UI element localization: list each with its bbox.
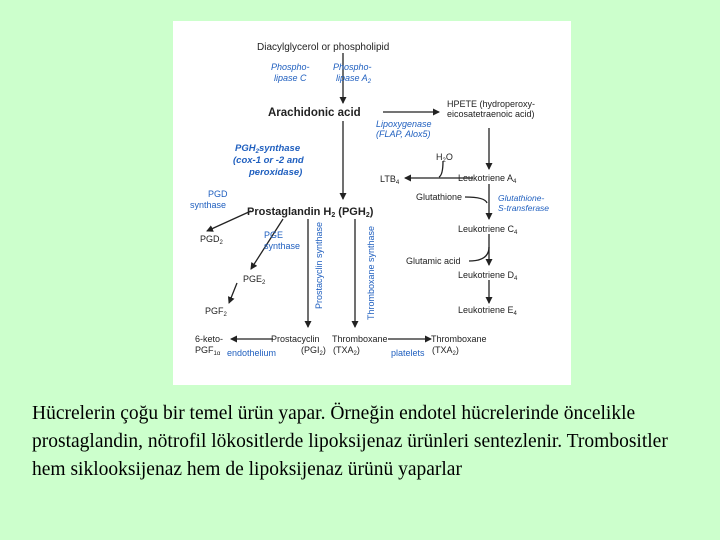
glutamic-acid-label: Glutamic acid xyxy=(406,256,461,266)
glutathione-transferase-label: Glutathione- S-transferase xyxy=(498,193,550,213)
pge-synthase-label: PGE synthase xyxy=(264,230,301,251)
arachidonic-acid-label: Arachidonic acid xyxy=(268,107,361,119)
pgf2-label: $PGF_2$ xyxy=(205,306,227,318)
thromboxane-a2-label: Thromboxane $(TXA_2)$ xyxy=(332,334,388,357)
prostaglandin-h2-label: Prostaglandin H2 (PGH2) xyxy=(247,206,374,219)
thromboxane-b2-label: Thromboxane $(TXA_2)$ xyxy=(431,334,487,357)
h2o-label: $H_2O$ xyxy=(436,152,453,164)
leukotriene-c4-label: Leukotriene $C_4$ xyxy=(458,224,518,236)
eicosanoid-pathway-diagram xyxy=(173,21,571,385)
arrow-pgh2-to-pgd2 xyxy=(207,211,251,231)
pgd2-label: $PGD_2$ xyxy=(200,234,223,246)
pgd-synthase-label: PGD synthase xyxy=(190,189,228,210)
arrow-glutathione-in xyxy=(465,197,487,203)
leukotriene-a4-label: Leukotriene $A_4$ xyxy=(458,173,517,185)
arrow-pge2-to-pgf2 xyxy=(229,283,237,303)
prostacyclin-synthase-label: Prostacyclin synthase xyxy=(314,221,324,309)
ltb4-label: $LTB_4$ xyxy=(380,174,400,186)
phospholipase-a2-label: Phospho- lipase $A_2$ xyxy=(333,62,372,85)
keto-pgf1a-label: 6-keto- $PGF_{1\alpha}$ xyxy=(195,334,224,357)
caption-text: Hücrelerin çoğu bir temel ürün yapar. Örneğin endotel hücrelerinde öncelikle prostaglandin, nötrofil lökositlerde lipoksijenaz ürünleri sentezlenir. Trombositler hem siklooksijenaz hem de lipoksijenaz ürünü yaparlar xyxy=(32,403,668,480)
lipoxygenase-label: Lipoxygenase (FLAP, Alox5) xyxy=(376,119,432,139)
diagram-panel xyxy=(173,21,571,385)
hpete-label: HPETE (hydroperoxy- eicosatetraenoic acid) xyxy=(447,99,536,119)
platelets-label: platelets xyxy=(391,348,425,358)
arrow-glutamic-out xyxy=(469,247,489,261)
diacylglycerol-label: Diacylglycerol or phospholipid xyxy=(257,42,390,53)
glutathione-label: Glutathione xyxy=(416,192,463,202)
leukotriene-d4-label: Leukotriene $D_4$ xyxy=(458,270,518,282)
thromboxane-synthase-label: Thromboxane synthase xyxy=(366,225,376,320)
pgh-synthase-label: $PGH_2synthase$ (cox-1 or -2 and peroxidase) xyxy=(233,143,304,178)
leukotriene-e4-label: Leukotriene $E_4$ xyxy=(458,305,517,317)
endothelium-label: endothelium xyxy=(227,348,277,358)
prostacyclin-label: Prostacyclin $(PGI_2)$ xyxy=(271,334,326,357)
phospholipase-c-label: Phospho- lipase C xyxy=(271,62,310,83)
pge2-label: $PGE_2$ xyxy=(243,274,266,286)
